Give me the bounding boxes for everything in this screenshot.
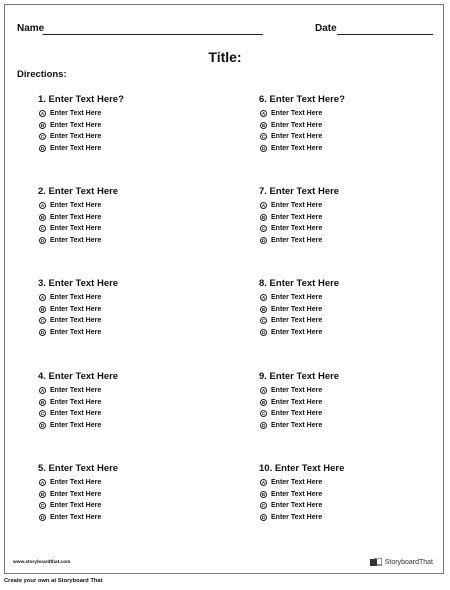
option-letter-circle: D: [261, 330, 266, 336]
question-text: 8. Enter Text Here: [259, 278, 340, 289]
answer-option[interactable]: [259, 327, 449, 339]
option-text: Enter Text Here: [50, 145, 102, 153]
option-text: Enter Text Here: [50, 294, 102, 302]
option-letter-circle: A: [40, 295, 45, 301]
option-letter-circle: A: [40, 388, 45, 394]
option-letter-circle: B: [40, 491, 45, 497]
option-text: Enter Text Here: [271, 514, 323, 522]
worksheet-title: Title:: [208, 49, 242, 65]
question-block: [38, 94, 228, 154]
question-text: 1. Enter Text Here?: [38, 94, 124, 105]
answer-option[interactable]: [259, 304, 449, 316]
option-letter-circle: A: [40, 203, 45, 209]
option-letter-circle: A: [261, 388, 266, 394]
question-block: [259, 371, 449, 431]
option-letter-circle: A: [261, 480, 266, 486]
option-letter-circle: B: [40, 306, 45, 312]
option-text: Enter Text Here: [50, 479, 102, 487]
option-text: Enter Text Here: [271, 225, 323, 233]
answer-option[interactable]: [38, 143, 228, 155]
question-block: [38, 186, 228, 246]
option-letter-circle: D: [40, 146, 45, 152]
answer-option[interactable]: [38, 292, 228, 304]
question-text: 2. Enter Text Here: [38, 186, 119, 197]
question-text: 5. Enter Text Here: [38, 463, 119, 474]
option-letter-circle: C: [40, 503, 45, 509]
option-letter-circle: C: [261, 134, 266, 140]
option-text: Enter Text Here: [50, 237, 102, 245]
question-text: 9. Enter Text Here: [259, 371, 340, 382]
option-text: Enter Text Here: [271, 398, 323, 406]
answer-option[interactable]: [259, 292, 449, 304]
answer-option[interactable]: [259, 397, 449, 409]
option-text: Enter Text Here: [271, 145, 323, 153]
option-text: Enter Text Here: [271, 305, 323, 313]
option-text: Enter Text Here: [50, 329, 102, 337]
worksheet-page: [4, 4, 444, 574]
question-block: [259, 186, 449, 246]
option-text: Enter Text Here: [271, 490, 323, 498]
option-letter-circle: C: [261, 411, 266, 417]
option-letter-circle: B: [261, 214, 266, 220]
option-letter-circle: A: [261, 203, 266, 209]
option-text: Enter Text Here: [50, 110, 102, 118]
option-letter-circle: B: [40, 214, 45, 220]
answer-option[interactable]: [259, 420, 449, 432]
option-letter-circle: D: [40, 515, 45, 521]
option-letter-circle: D: [261, 515, 266, 521]
logo-icon: [370, 558, 382, 567]
option-text: Enter Text Here: [50, 133, 102, 141]
question-text: 3. Enter Text Here: [38, 278, 119, 289]
answer-option[interactable]: [38, 489, 228, 501]
option-text: Enter Text Here: [50, 422, 102, 430]
option-text: Enter Text Here: [50, 410, 102, 418]
option-letter-circle: C: [261, 318, 266, 324]
option-text: Enter Text Here: [271, 329, 323, 337]
option-letter-circle: B: [40, 399, 45, 405]
option-text: Enter Text Here: [271, 387, 323, 395]
option-letter-circle: B: [261, 399, 266, 405]
option-text: Enter Text Here: [50, 213, 102, 221]
option-text: Enter Text Here: [271, 121, 323, 129]
option-text: Enter Text Here: [50, 387, 102, 395]
question-block: [259, 94, 449, 154]
answer-option[interactable]: [38, 512, 228, 524]
storyboardthat-logo[interactable]: [370, 558, 433, 567]
question-text: 7. Enter Text Here: [259, 186, 340, 197]
option-text: Enter Text Here: [50, 490, 102, 498]
answer-option[interactable]: [259, 489, 449, 501]
option-text: Enter Text Here: [271, 237, 323, 245]
option-letter-circle: C: [40, 411, 45, 417]
option-text: Enter Text Here: [50, 502, 102, 510]
option-text: Enter Text Here: [271, 110, 323, 118]
answer-option[interactable]: [38, 327, 228, 339]
option-letter-circle: B: [261, 122, 266, 128]
answer-option[interactable]: [259, 500, 449, 512]
question-block: [38, 371, 228, 431]
option-text: Enter Text Here: [271, 422, 323, 430]
answer-option[interactable]: [38, 397, 228, 409]
answer-option[interactable]: [38, 385, 228, 397]
answer-option[interactable]: [259, 143, 449, 155]
option-text: Enter Text Here: [271, 213, 323, 221]
option-letter-circle: C: [261, 226, 266, 232]
option-text: Enter Text Here: [50, 398, 102, 406]
name-field-line[interactable]: [43, 34, 263, 35]
date-field-line[interactable]: [337, 34, 433, 35]
logo-text-light: That: [418, 559, 433, 566]
question-block: [38, 463, 228, 523]
option-text: Enter Text Here: [271, 133, 323, 141]
option-text: Enter Text Here: [50, 514, 102, 522]
question-block: [259, 463, 449, 523]
answer-option[interactable]: [259, 408, 449, 420]
option-letter-circle: D: [261, 423, 266, 429]
option-text: Enter Text Here: [50, 225, 102, 233]
option-letter-circle: D: [40, 330, 45, 336]
answer-option[interactable]: [38, 108, 228, 120]
option-letter-circle: B: [40, 122, 45, 128]
answer-option[interactable]: [259, 223, 449, 235]
answer-option[interactable]: [259, 385, 449, 397]
option-text: Enter Text Here: [271, 294, 323, 302]
answer-option[interactable]: [259, 200, 449, 212]
answer-option[interactable]: [38, 477, 228, 489]
option-letter-circle: D: [40, 238, 45, 244]
option-text: Enter Text Here: [271, 479, 323, 487]
answer-option[interactable]: [38, 304, 228, 316]
option-letter-circle: C: [261, 503, 266, 509]
option-letter-circle: D: [40, 423, 45, 429]
option-letter-circle: A: [40, 111, 45, 117]
answer-option[interactable]: [38, 223, 228, 235]
option-letter-circle: C: [40, 134, 45, 140]
option-letter-circle: D: [261, 238, 266, 244]
option-letter-circle: C: [40, 226, 45, 232]
answer-option[interactable]: [38, 235, 228, 247]
answer-option[interactable]: [38, 131, 228, 143]
answer-option[interactable]: [259, 212, 449, 224]
answer-option[interactable]: [259, 512, 449, 524]
option-letter-circle: A: [40, 480, 45, 486]
answer-option[interactable]: [38, 500, 228, 512]
answer-option[interactable]: [259, 108, 449, 120]
option-letter-circle: B: [261, 306, 266, 312]
option-text: Enter Text Here: [50, 317, 102, 325]
option-letter-circle: B: [261, 491, 266, 497]
option-text: Enter Text Here: [271, 502, 323, 510]
answer-option[interactable]: [259, 120, 449, 132]
question-block: [259, 278, 449, 338]
answer-option[interactable]: [38, 420, 228, 432]
answer-option[interactable]: [38, 315, 228, 327]
option-text: Enter Text Here: [50, 305, 102, 313]
question-text: 4. Enter Text Here: [38, 371, 119, 382]
footer-url[interactable]: www.storyboardthat.com: [13, 560, 71, 565]
answer-option[interactable]: [38, 408, 228, 420]
answer-option[interactable]: [259, 315, 449, 327]
option-text: Enter Text Here: [50, 121, 102, 129]
name-label: Name: [17, 23, 45, 34]
option-text: Enter Text Here: [271, 317, 323, 325]
answer-option[interactable]: [259, 235, 449, 247]
directions-label: Directions:: [17, 69, 67, 80]
answer-option[interactable]: [259, 131, 449, 143]
option-text: Enter Text Here: [271, 410, 323, 418]
option-letter-circle: C: [40, 318, 45, 324]
answer-option[interactable]: [38, 212, 228, 224]
option-text: Enter Text Here: [271, 202, 323, 210]
option-text: Enter Text Here: [50, 202, 102, 210]
logo-text-bold: Storyboard: [384, 559, 419, 566]
question-block: [38, 278, 228, 338]
answer-option[interactable]: [38, 200, 228, 212]
option-letter-circle: D: [261, 146, 266, 152]
option-letter-circle: A: [261, 295, 266, 301]
answer-option[interactable]: [38, 120, 228, 132]
date-label: Date: [315, 23, 337, 34]
option-letter-circle: A: [261, 111, 266, 117]
question-text: 6. Enter Text Here?: [259, 94, 345, 105]
question-text: 10. Enter Text Here: [259, 463, 345, 474]
create-your-own-link[interactable]: Create your own at Storyboard That: [4, 578, 103, 584]
answer-option[interactable]: [259, 477, 449, 489]
